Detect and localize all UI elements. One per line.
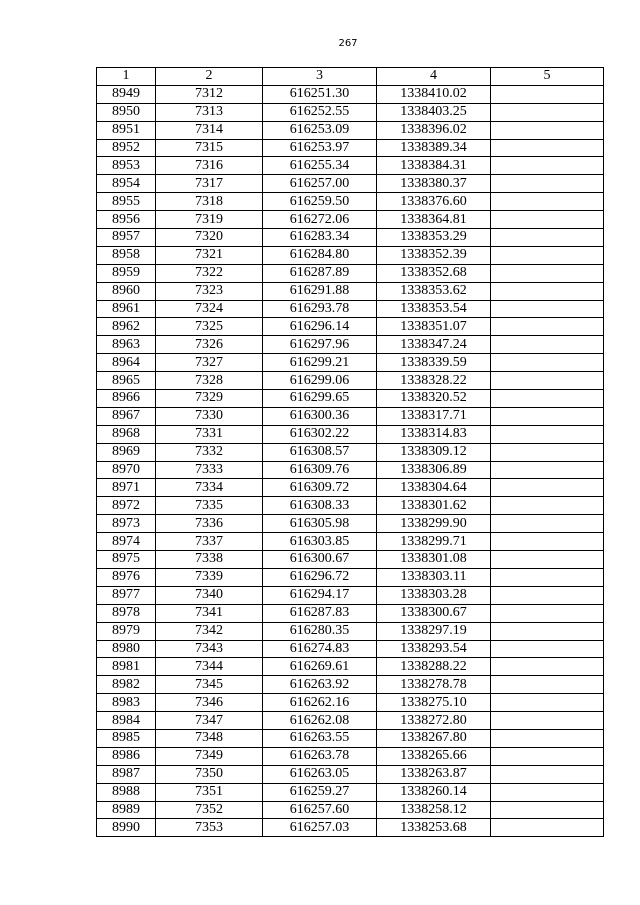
table-cell-col-1: 8989 xyxy=(97,801,156,819)
table-cell-col-5 xyxy=(491,658,604,676)
table-cell-col-2: 7329 xyxy=(156,390,263,408)
table-cell-col-2: 7349 xyxy=(156,747,263,765)
table-body xyxy=(97,85,604,836)
table-cell-col-3: 616287.89 xyxy=(263,264,377,282)
table-row xyxy=(97,533,604,551)
table-header xyxy=(97,68,604,86)
table-row xyxy=(97,819,604,837)
table-cell-col-5 xyxy=(491,211,604,229)
table-cell-col-1: 8973 xyxy=(97,515,156,533)
table-row xyxy=(97,175,604,193)
table-cell-col-1: 8983 xyxy=(97,694,156,712)
table-cell-col-5 xyxy=(491,336,604,354)
table-cell-col-4: 1338265.66 xyxy=(377,747,491,765)
table-cell-col-2: 7336 xyxy=(156,515,263,533)
table-row xyxy=(97,479,604,497)
table-cell-col-2: 7328 xyxy=(156,372,263,390)
table-cell-col-4: 1338380.37 xyxy=(377,175,491,193)
table-row xyxy=(97,568,604,586)
table-cell-col-1: 8954 xyxy=(97,175,156,193)
table-cell-col-2: 7351 xyxy=(156,783,263,801)
table-cell-col-3: 616262.08 xyxy=(263,712,377,730)
table-cell-col-5 xyxy=(491,390,604,408)
table-cell-col-2: 7325 xyxy=(156,318,263,336)
table-cell-col-3: 616253.97 xyxy=(263,139,377,157)
column-header-2: 2 xyxy=(156,68,263,86)
table-row xyxy=(97,551,604,569)
table-row xyxy=(97,193,604,211)
table-cell-col-1: 8977 xyxy=(97,586,156,604)
table-cell-col-1: 8955 xyxy=(97,193,156,211)
table-cell-col-5 xyxy=(491,157,604,175)
table-cell-col-2: 7340 xyxy=(156,586,263,604)
table-cell-col-1: 8970 xyxy=(97,461,156,479)
table-cell-col-2: 7338 xyxy=(156,551,263,569)
table-cell-col-2: 7347 xyxy=(156,712,263,730)
table-row xyxy=(97,157,604,175)
table-row xyxy=(97,801,604,819)
table-cell-col-5 xyxy=(491,318,604,336)
table-cell-col-1: 8952 xyxy=(97,139,156,157)
table-row xyxy=(97,586,604,604)
table-cell-col-5 xyxy=(491,765,604,783)
table-cell-col-1: 8979 xyxy=(97,622,156,640)
table-cell-col-3: 616283.34 xyxy=(263,229,377,247)
table-cell-col-4: 1338288.22 xyxy=(377,658,491,676)
table-cell-col-5 xyxy=(491,229,604,247)
coordinates-table xyxy=(96,67,604,837)
table-cell-col-4: 1338299.71 xyxy=(377,533,491,551)
table-cell-col-3: 616262.16 xyxy=(263,694,377,712)
table-cell-col-4: 1338384.31 xyxy=(377,157,491,175)
table-cell-col-4: 1338272.80 xyxy=(377,712,491,730)
table-row xyxy=(97,712,604,730)
table-cell-col-4: 1338317.71 xyxy=(377,407,491,425)
table-cell-col-3: 616252.55 xyxy=(263,103,377,121)
table-cell-col-3: 616253.09 xyxy=(263,121,377,139)
table-cell-col-1: 8956 xyxy=(97,211,156,229)
table-cell-col-5 xyxy=(491,747,604,765)
table-cell-col-2: 7320 xyxy=(156,229,263,247)
table-row xyxy=(97,676,604,694)
table-cell-col-4: 1338278.78 xyxy=(377,676,491,694)
table-cell-col-4: 1338258.12 xyxy=(377,801,491,819)
table-cell-col-3: 616274.83 xyxy=(263,640,377,658)
table-cell-col-2: 7344 xyxy=(156,658,263,676)
table-cell-col-4: 1338352.39 xyxy=(377,246,491,264)
table-cell-col-2: 7323 xyxy=(156,282,263,300)
table-cell-col-3: 616296.72 xyxy=(263,568,377,586)
table-row xyxy=(97,372,604,390)
column-header-1: 1 xyxy=(97,68,156,86)
table-cell-col-1: 8959 xyxy=(97,264,156,282)
table-cell-col-5 xyxy=(491,479,604,497)
page-number: 267 xyxy=(338,38,358,49)
table-row xyxy=(97,282,604,300)
table-row xyxy=(97,246,604,264)
table-cell-col-2: 7350 xyxy=(156,765,263,783)
table-cell-col-5 xyxy=(491,461,604,479)
table-cell-col-1: 8985 xyxy=(97,729,156,747)
table-cell-col-3: 616257.60 xyxy=(263,801,377,819)
table-cell-col-4: 1338263.87 xyxy=(377,765,491,783)
table-cell-col-1: 8982 xyxy=(97,676,156,694)
table-cell-col-3: 616297.96 xyxy=(263,336,377,354)
table-cell-col-3: 616263.05 xyxy=(263,765,377,783)
table-row xyxy=(97,103,604,121)
table-cell-col-4: 1338320.52 xyxy=(377,390,491,408)
table-cell-col-3: 616305.98 xyxy=(263,515,377,533)
column-header-5: 5 xyxy=(491,68,604,86)
table-row xyxy=(97,783,604,801)
table-row xyxy=(97,604,604,622)
table-cell-col-5 xyxy=(491,425,604,443)
table-cell-col-3: 616299.06 xyxy=(263,372,377,390)
table-cell-col-1: 8978 xyxy=(97,604,156,622)
table-cell-col-3: 616257.03 xyxy=(263,819,377,837)
table-row xyxy=(97,85,604,103)
table-cell-col-4: 1338293.54 xyxy=(377,640,491,658)
table-row xyxy=(97,318,604,336)
table-row xyxy=(97,211,604,229)
table-cell-col-4: 1338410.02 xyxy=(377,85,491,103)
table-cell-col-1: 8966 xyxy=(97,390,156,408)
table-cell-col-1: 8971 xyxy=(97,479,156,497)
table-cell-col-2: 7341 xyxy=(156,604,263,622)
table-cell-col-3: 616299.65 xyxy=(263,390,377,408)
table-cell-col-4: 1338267.80 xyxy=(377,729,491,747)
table-cell-col-4: 1338347.24 xyxy=(377,336,491,354)
table-cell-col-2: 7316 xyxy=(156,157,263,175)
table-cell-col-5 xyxy=(491,533,604,551)
table-cell-col-4: 1338353.62 xyxy=(377,282,491,300)
table-cell-col-4: 1338303.28 xyxy=(377,586,491,604)
table-cell-col-2: 7331 xyxy=(156,425,263,443)
table-cell-col-2: 7315 xyxy=(156,139,263,157)
table-cell-col-5 xyxy=(491,819,604,837)
table-cell-col-5 xyxy=(491,551,604,569)
table-cell-col-1: 8972 xyxy=(97,497,156,515)
table-cell-col-2: 7335 xyxy=(156,497,263,515)
table-cell-col-2: 7342 xyxy=(156,622,263,640)
table-cell-col-1: 8965 xyxy=(97,372,156,390)
table-row xyxy=(97,425,604,443)
table-row xyxy=(97,461,604,479)
table-cell-col-3: 616259.50 xyxy=(263,193,377,211)
table-cell-col-3: 616263.92 xyxy=(263,676,377,694)
table-cell-col-4: 1338352.68 xyxy=(377,264,491,282)
table-row xyxy=(97,121,604,139)
table-row xyxy=(97,443,604,461)
table-cell-col-3: 616255.34 xyxy=(263,157,377,175)
table-cell-col-2: 7345 xyxy=(156,676,263,694)
table-cell-col-5 xyxy=(491,407,604,425)
table-cell-col-1: 8958 xyxy=(97,246,156,264)
table-cell-col-4: 1338260.14 xyxy=(377,783,491,801)
table-cell-col-1: 8968 xyxy=(97,425,156,443)
table-cell-col-3: 616257.00 xyxy=(263,175,377,193)
table-cell-col-1: 8950 xyxy=(97,103,156,121)
table-cell-col-3: 616303.85 xyxy=(263,533,377,551)
table-cell-col-1: 8975 xyxy=(97,551,156,569)
table-cell-col-3: 616309.76 xyxy=(263,461,377,479)
table-cell-col-1: 8963 xyxy=(97,336,156,354)
table-cell-col-1: 8967 xyxy=(97,407,156,425)
table-row xyxy=(97,694,604,712)
table-cell-col-4: 1338301.08 xyxy=(377,551,491,569)
table-cell-col-4: 1338351.07 xyxy=(377,318,491,336)
table-cell-col-4: 1338339.59 xyxy=(377,354,491,372)
header-row xyxy=(97,68,604,86)
table-cell-col-3: 616263.78 xyxy=(263,747,377,765)
table-cell-col-1: 8960 xyxy=(97,282,156,300)
table-cell-col-4: 1338301.62 xyxy=(377,497,491,515)
table-cell-col-5 xyxy=(491,694,604,712)
table-cell-col-4: 1338396.02 xyxy=(377,121,491,139)
table-cell-col-3: 616296.14 xyxy=(263,318,377,336)
table-cell-col-2: 7312 xyxy=(156,85,263,103)
table-cell-col-5 xyxy=(491,85,604,103)
table-row xyxy=(97,407,604,425)
table-cell-col-5 xyxy=(491,139,604,157)
table-cell-col-3: 616263.55 xyxy=(263,729,377,747)
table-cell-col-4: 1338306.89 xyxy=(377,461,491,479)
table-cell-col-4: 1338328.22 xyxy=(377,372,491,390)
table-cell-col-1: 8962 xyxy=(97,318,156,336)
table-cell-col-3: 616308.57 xyxy=(263,443,377,461)
table-cell-col-5 xyxy=(491,604,604,622)
table-cell-col-1: 8976 xyxy=(97,568,156,586)
table-cell-col-5 xyxy=(491,175,604,193)
table-cell-col-3: 616251.30 xyxy=(263,85,377,103)
table-cell-col-2: 7352 xyxy=(156,801,263,819)
table-cell-col-5 xyxy=(491,264,604,282)
table-cell-col-1: 8984 xyxy=(97,712,156,730)
column-header-4: 4 xyxy=(377,68,491,86)
table-cell-col-1: 8961 xyxy=(97,300,156,318)
table-cell-col-2: 7322 xyxy=(156,264,263,282)
table-cell-col-2: 7326 xyxy=(156,336,263,354)
table-cell-col-2: 7334 xyxy=(156,479,263,497)
table-cell-col-5 xyxy=(491,676,604,694)
table-cell-col-3: 616269.61 xyxy=(263,658,377,676)
table-cell-col-5 xyxy=(491,783,604,801)
table-cell-col-3: 616272.06 xyxy=(263,211,377,229)
table-cell-col-4: 1338300.67 xyxy=(377,604,491,622)
table-cell-col-5 xyxy=(491,246,604,264)
table-cell-col-1: 8988 xyxy=(97,783,156,801)
table-row xyxy=(97,497,604,515)
table-cell-col-2: 7324 xyxy=(156,300,263,318)
table-cell-col-3: 616300.36 xyxy=(263,407,377,425)
table-cell-col-2: 7343 xyxy=(156,640,263,658)
table-cell-col-5 xyxy=(491,193,604,211)
table-cell-col-5 xyxy=(491,300,604,318)
table-row xyxy=(97,765,604,783)
table-cell-col-5 xyxy=(491,497,604,515)
column-header-3: 3 xyxy=(263,68,377,86)
table-cell-col-2: 7321 xyxy=(156,246,263,264)
table-row xyxy=(97,390,604,408)
table-cell-col-4: 1338364.81 xyxy=(377,211,491,229)
table-cell-col-4: 1338376.60 xyxy=(377,193,491,211)
table-cell-col-2: 7332 xyxy=(156,443,263,461)
table-cell-col-1: 8990 xyxy=(97,819,156,837)
table-cell-col-1: 8987 xyxy=(97,765,156,783)
table-cell-col-3: 616300.67 xyxy=(263,551,377,569)
table-cell-col-3: 616308.33 xyxy=(263,497,377,515)
table-cell-col-5 xyxy=(491,712,604,730)
table-cell-col-3: 616284.80 xyxy=(263,246,377,264)
table-cell-col-3: 616299.21 xyxy=(263,354,377,372)
table-cell-col-1: 8974 xyxy=(97,533,156,551)
table-cell-col-2: 7318 xyxy=(156,193,263,211)
table-row xyxy=(97,515,604,533)
table-cell-col-2: 7348 xyxy=(156,729,263,747)
table-cell-col-3: 616280.35 xyxy=(263,622,377,640)
table-cell-col-5 xyxy=(491,640,604,658)
table-cell-col-2: 7333 xyxy=(156,461,263,479)
table-row xyxy=(97,622,604,640)
table-cell-col-3: 616302.22 xyxy=(263,425,377,443)
table-row xyxy=(97,336,604,354)
table-cell-col-5 xyxy=(491,622,604,640)
table-row xyxy=(97,139,604,157)
table-cell-col-4: 1338303.11 xyxy=(377,568,491,586)
table-cell-col-1: 8949 xyxy=(97,85,156,103)
table-cell-col-3: 616287.83 xyxy=(263,604,377,622)
table-row xyxy=(97,300,604,318)
table-cell-col-3: 616309.72 xyxy=(263,479,377,497)
table-cell-col-4: 1338297.19 xyxy=(377,622,491,640)
table-cell-col-2: 7353 xyxy=(156,819,263,837)
table-cell-col-1: 8969 xyxy=(97,443,156,461)
table-cell-col-2: 7346 xyxy=(156,694,263,712)
table-cell-col-4: 1338304.64 xyxy=(377,479,491,497)
table-cell-col-5 xyxy=(491,372,604,390)
table-cell-col-4: 1338353.54 xyxy=(377,300,491,318)
table-cell-col-2: 7339 xyxy=(156,568,263,586)
table-cell-col-5 xyxy=(491,801,604,819)
table-cell-col-3: 616294.17 xyxy=(263,586,377,604)
table-cell-col-1: 8951 xyxy=(97,121,156,139)
table-cell-col-5 xyxy=(491,121,604,139)
table-cell-col-4: 1338275.10 xyxy=(377,694,491,712)
table-cell-col-3: 616293.78 xyxy=(263,300,377,318)
table-cell-col-3: 616291.88 xyxy=(263,282,377,300)
table-cell-col-4: 1338299.90 xyxy=(377,515,491,533)
table-cell-col-1: 8957 xyxy=(97,229,156,247)
table-cell-col-4: 1338403.25 xyxy=(377,103,491,121)
table-cell-col-5 xyxy=(491,729,604,747)
table-cell-col-5 xyxy=(491,443,604,461)
table-cell-col-4: 1338309.12 xyxy=(377,443,491,461)
table-cell-col-5 xyxy=(491,354,604,372)
table-cell-col-1: 8981 xyxy=(97,658,156,676)
table-cell-col-4: 1338353.29 xyxy=(377,229,491,247)
table-cell-col-2: 7337 xyxy=(156,533,263,551)
table-row xyxy=(97,229,604,247)
table-cell-col-2: 7330 xyxy=(156,407,263,425)
table-cell-col-3: 616259.27 xyxy=(263,783,377,801)
table-row xyxy=(97,264,604,282)
table-cell-col-4: 1338314.83 xyxy=(377,425,491,443)
table-row xyxy=(97,747,604,765)
table-row xyxy=(97,640,604,658)
table-row xyxy=(97,658,604,676)
table-cell-col-5 xyxy=(491,515,604,533)
table-cell-col-1: 8953 xyxy=(97,157,156,175)
table-cell-col-2: 7319 xyxy=(156,211,263,229)
table-cell-col-2: 7313 xyxy=(156,103,263,121)
table-cell-col-2: 7317 xyxy=(156,175,263,193)
table-cell-col-5 xyxy=(491,586,604,604)
table-cell-col-5 xyxy=(491,282,604,300)
table-cell-col-2: 7314 xyxy=(156,121,263,139)
table-row xyxy=(97,729,604,747)
table-cell-col-4: 1338253.68 xyxy=(377,819,491,837)
table-cell-col-5 xyxy=(491,568,604,586)
table-cell-col-5 xyxy=(491,103,604,121)
table-cell-col-2: 7327 xyxy=(156,354,263,372)
table-cell-col-4: 1338389.34 xyxy=(377,139,491,157)
table-cell-col-1: 8964 xyxy=(97,354,156,372)
table-cell-col-1: 8986 xyxy=(97,747,156,765)
table-cell-col-1: 8980 xyxy=(97,640,156,658)
table-row xyxy=(97,354,604,372)
